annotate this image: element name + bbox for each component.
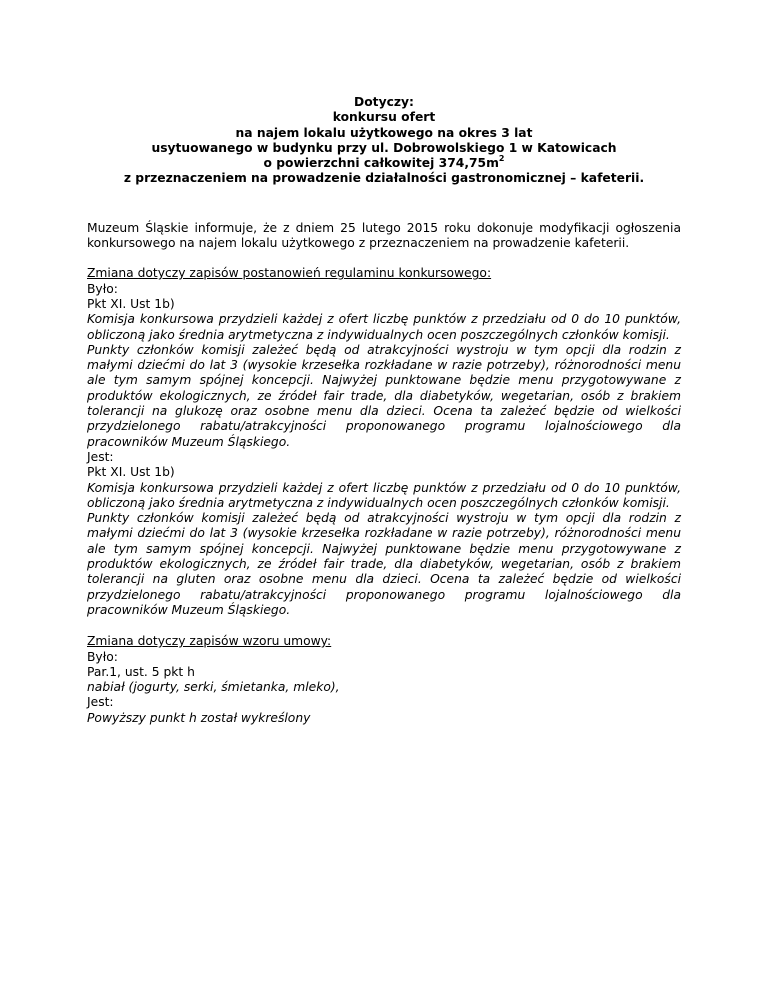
title-line-2: konkursu ofert (332, 110, 436, 125)
is-label: Jest: (87, 695, 114, 710)
title-line-6: z przeznaczeniem na prowadzenie działalności gastronomicznej – kafeterii. (123, 171, 645, 186)
document-title (87, 95, 681, 187)
title-line-4: usytuowanego w budynku przy ul. Dobrowolskiego 1 w Katowicach (151, 140, 617, 155)
is-paragraph-1: Komisja konkursowa przydzieli każdej z ofert liczbę punktów z przedziału od 0 do 10 punktów, obliczoną jako średnia arytmetyczna z indywidualnych ocen poszczególnych członków komisji. (87, 480, 681, 510)
title-line-3: na najem lokalu użytkowego na okres 3 lat (235, 125, 533, 140)
was-text: nabiał (jogurty, serki, śmietanka, mleko), (87, 680, 340, 695)
contract-change-section (87, 634, 681, 726)
title-line-5 (87, 156, 681, 171)
was-label: Było: (87, 281, 118, 296)
was-point: Pkt XI. Ust 1b) (87, 296, 175, 311)
was-paragraph-2: Punkty członków komisji zależeć będą od atrakcyjności wystroju w tym opcji dla rodzin z małymi dziećmi do lat 3 (wysokie krzesełka rozkładane w razie potrzeby), różnorodności menu ale tym samym spójnej koncepcji. Najwyżej punktowane będzie menu przygotowywane z produktów ekologicznych, ze źródeł fair trade, dla diabetyków, wegetarian, osób z brakiem tolerancji na glukozę oraz osobne menu dla dzieci. Ocena ta zależeć będzie od wielkości przydzielonego rabatu/atrakcyjności proponowanego programu lojalnościowego dla pracowników Muzeum Śląskiego. (87, 342, 681, 449)
section-heading: Zmiana dotyczy zapisów postanowień regulaminu konkursowego: (87, 266, 492, 281)
is-label: Jest: (87, 449, 114, 464)
title-line-1: Dotyczy: (354, 95, 414, 109)
area-superscript: 2 (498, 154, 505, 164)
area-text: o powierzchni całkowitej 374,75m (263, 156, 499, 171)
is-point: Pkt XI. Ust 1b) (87, 465, 175, 480)
intro-paragraph: Muzeum Śląskie informuje, że z dniem 25 lutego 2015 roku dokonuje modyfikacji ogłoszenia konkursowego na najem lokalu użytkowego z przeznaczeniem na prowadzenie kafeterii. (87, 220, 681, 251)
was-point: Par.1, ust. 5 pkt h (87, 664, 195, 679)
is-text: Powyższy punkt h został wykreślony (87, 710, 311, 725)
section-heading: Zmiana dotyczy zapisów wzoru umowy: (87, 634, 332, 649)
is-paragraph-2: Punkty członków komisji zależeć będą od atrakcyjności wystroju w tym opcji dla rodzin z małymi dziećmi do lat 3 (wysokie krzesełka rozkładane w razie potrzeby), różnorodności menu ale tym samym spójnej koncepcji. Najwyżej punktowane będzie menu przygotowywane z produktów ekologicznych, ze źródeł fair trade, dla diabetyków, wegetarian, osób z brakiem tolerancji na gluten oraz osobne menu dla dzieci. Ocena ta zależeć będzie od wielkości przydzielonego rabatu/atrakcyjności proponowanego programu lojalnościowego dla pracowników Muzeum Śląskiego. (87, 511, 681, 617)
was-label: Było: (87, 649, 118, 664)
was-paragraph-1: Komisja konkursowa przydzieli każdej z ofert liczbę punktów z przedziału od 0 do 10 punktów, obliczoną jako średnia arytmetyczna z indywidualnych ocen poszczególnych członków komisji. (87, 312, 681, 342)
regulation-change-section (87, 266, 681, 618)
